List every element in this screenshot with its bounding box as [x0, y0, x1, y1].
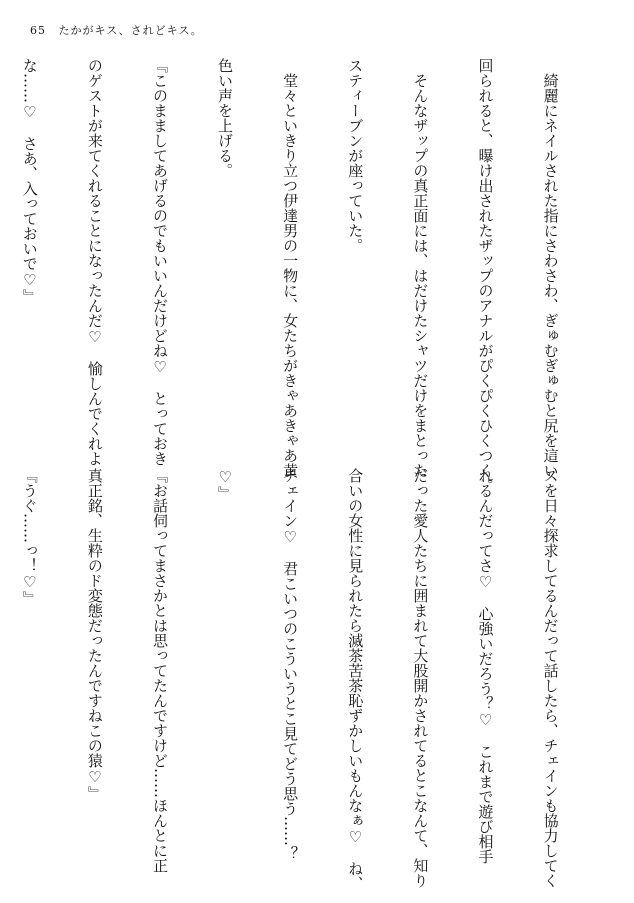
text-line: 綺麗にネイルされた指にさわさわ、ぎゅむぎゅむと尻を這い — [541, 58, 560, 478]
text-line: スティーブンが座っていた。 — [346, 58, 365, 253]
text-line: 合いの女性に見られたら滅茶苦茶恥ずかしいもんなぁ♡ ね、 — [346, 468, 365, 891]
text-line: 『このまましてあげるのでもいいんだけどね♡ とっておき — [150, 58, 169, 466]
text-line: スを日々探求してるんだって話したら、チェインも協力してく — [541, 468, 560, 888]
running-header — [30, 22, 203, 38]
text-line: な……♡ さあ、入っておいで♡』 — [20, 58, 39, 304]
text-line: のゲストが来てくれることになったんだ♡ 愉しんでくれよ — [85, 58, 104, 466]
text-line: れるんだってさ♡ 心強いだろう？♡ これまで遊び相手 — [476, 468, 495, 864]
text-line: 『お話伺ってまさかとは思ってたんですけど……ほんとに正 — [150, 468, 169, 873]
text-line: ♡』 — [216, 468, 235, 501]
text-line: 真正銘、生粋のド変態だったんですねこの猿♡』 — [85, 468, 104, 801]
text-line: 回られると、曝け出されたザップのアナルがぴくぴくひくつく。 — [476, 58, 495, 493]
text-block-upper — [20, 58, 604, 493]
text-line: チェイン♡ 君こいつのこういうとこ見てどう思う……？ — [281, 468, 300, 861]
page-number: 65 — [30, 24, 46, 37]
text-line: そんなザップの真正面には、はだけたシャツだけをまとった — [411, 58, 430, 478]
text-block-lower — [20, 468, 604, 891]
text-line: 色い声を上げる。 — [216, 58, 235, 178]
text-line: 堂々といきり立つ伊達男の一物に、女たちがきゃあきゃあ黄 — [281, 58, 300, 478]
chapter-title: たかがキス、されどキス。 — [58, 24, 203, 37]
text-line: 『うぐ……っ！♡』 — [20, 468, 39, 606]
text-line: だった愛人たちに囲まれて大股開かされてるとこなんて、知り — [411, 468, 430, 888]
